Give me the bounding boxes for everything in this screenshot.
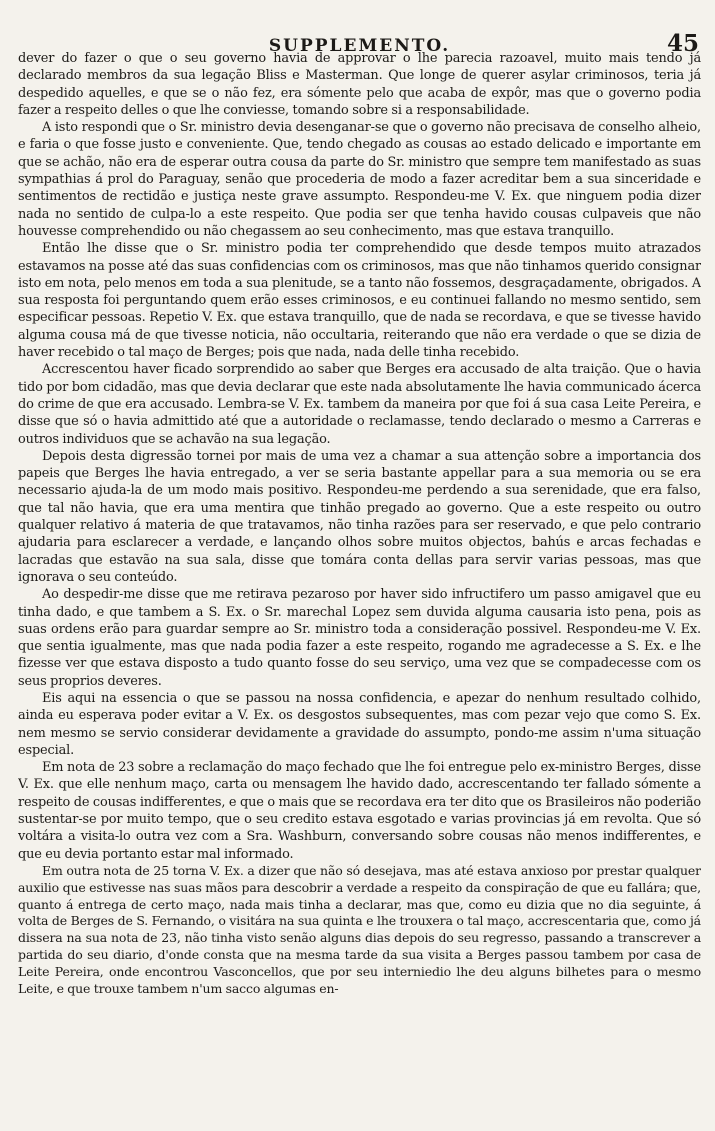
paragraph-5: Depois desta digressão tornei por mais de uma vez a chamar a sua attenção sobre a importancia dos papeis que Berges lhe havia entregado, a ver se seria bastante appellar para a sua memoria ou se era necessario ajuda-la de um modo mais positivo. Respondeu-me perdendo a sua serenidade, que era falso, que tal não havia, que era uma mentira que tinhão pregado ao governo. Que a este respeito ou outro qualquer relativo á materia de que tratavamos, não tinha razões para ser reservado, e que pelo contrario ajudaria para esclarecer a verdade, e lançando olhos sobre muitos objectos, bahús e arcas fechadas e lacradas que estavão na sua sala, disse que tomára conta dellas para servir varias pessoas, mas que ignorava o seu conteúdo. [18, 448, 701, 585]
paragraph-8: Em nota de 23 sobre a reclamação do maço fechado que lhe foi entregue pelo ex-ministro Berges, disse V. Ex. que elle nenhum maço, carta ou mensagem lhe havido dado, accrescentando ter fallado sómente a respeito de cousas indifferentes, e que o mais que se recordava era ter dito que os Brasileiros não poderião sustentar-se por muito tempo, que o seu credito estava esgotado e varias provincias já em revolta. Que só voltára a visita-lo outra vez com a Sra. Washburn, conversando sobre cousas não menos indifferentes, e que eu devia portanto estar mal informado. [18, 760, 701, 862]
paragraph-6: Ao despedir-me disse que me retirava pezaroso por haver sido infructifero um passo amigavel que eu tinha dado, e que tambem a S. Ex. o Sr. marechal Lopez sem duvida alguma causaria isto pena, pois as suas ordens erão para guardar sempre ao Sr. ministro toda a consideração possivel. Respondeu-me V. Ex. que sentia igualmente, mas que nada podia fazer a este respeito, rogando me agradecesse a S. Ex. e lhe fizesse ver que estava disposto a tudo quanto fosse do seu serviço, uma vez que se compadecesse com os seus proprios deveres. [18, 587, 701, 689]
paragraph-4: Accrescentou haver ficado sorprendido ao saber que Berges era accusado de alta traição. Que o havia tido por bom cidadão, mas que devia declarar que este nada absolutamente lhe havia communicado ácerca do crime de que era accusado. Lembra-se V. Ex. tambem da maneira por que foi á sua casa Leite Pereira, e disse que só o havia admittido até que a autoridade o reclamasse, tendo declarado o mesmo a Carreras e outros individuos que se achavão na sua legação. [18, 362, 701, 447]
paragraph-1: dever do fazer o que o seu governo havia de approvar o lhe parecia razoavel, muito mais tendo já declarado membros da sua legação Bliss e Masterman. Que longe de querer asylar criminosos, teria já despedido aquelles, e que se o não fez, era sómente pelo que acaba de expôr, mas que o governo podia fazer a respeito delles o que lhe conviesse, tomando sobre si a responsabilidade. [18, 51, 701, 118]
body-text [18, 50, 701, 997]
paragraph-3: Então lhe disse que o Sr. ministro podia ter comprehendido que desde tempos muito atrazados estavamos na posse até das suas confidencias com os criminosos, mas que não tinhamos querido consignar isto em nota, pelo menos em toda a sua plenitude, se a tanto não fossemos, desgraçadamente, obrigados. A sua resposta foi perguntando quem erão esses criminosos, e eu continuei fallando no mesmo sentido, sem especificar pessoas. Repetio V. Ex. que estava tranquillo, que de nada se recordava, e que se tivesse havido alguma cousa má de que tivesse noticia, não occultaria, reiterando que não era verdade o que se dizia de haver recebido o tal maço de Berges; pois que nada, nada delle tinha recebido. [18, 241, 701, 361]
book-page [18, 14, 701, 1122]
page-header [18, 14, 701, 57]
running-head: SUPPLEMENTO. [268, 36, 451, 56]
paragraph-2: A isto respondi que o Sr. ministro devia desenganar-se que o governo não precisava de conselho alheio, e faria o que fosse justo e conveniente. Que, tendo chegado as cousas ao estado delicado e importante em que se achão, não era de esperar outra cousa da parte do Sr. ministro que sempre tem manifestado as suas sympathias á prol do Paraguay, senão que procederia de modo a fazer acreditar bem a sua sinceridade e sentimentos de rectidão e justiça neste grave assumpto. Respondeu-me V. Ex. que ninguem podia dizer nada no sentido de culpa-lo a este respeito. Que podia ser que tenha havido cousas culpaveis que não houvesse comprehendido ou não chegassem ao seu conhecimento, mas que estava tranquillo. [18, 120, 701, 239]
paragraph-7: Eis aqui na essencia o que se passou na nossa confidencia, e apezar do nenhum resultado colhido, ainda eu esperava poder evitar a V. Ex. os desgostos subsequentes, mas com pezar vejo que como S. Ex. nem mesmo se servio considerar devidamente a gravidade do assumpto, pondo-me assim n'uma situação especial. [18, 690, 701, 758]
page-number: 45 [666, 30, 699, 57]
paragraph-9: Em outra nota de 25 torna V. Ex. a dizer que não só desejava, mas até estava anxioso por prestar qualquer auxilio que estivesse nas suas mãos para descobrir a verdade a respeito da conspiração de que eu fallára; que, quanto á entrega de certo maço, nada mais tinha a declarar, mas que, como eu dizia que no dia seguinte, á volta de Berges de S. Fernando, o visitára na sua quinta e lhe trouxera o tal maço, accrescentaria que, como já dissera na sua nota de 23, não tinha visto senão alguns dias depois do seu regresso, passando a transcrever a partida do seu diario, d'onde consta que na mesma tarde da sua visita a Berges passou tambem por casa de Leite Pereira, onde encontrou Vasconcellos, que por seu interniedio lhe deu alguns bilhetes para o mesmo Leite, e que trouxe tambem n'um sacco algumas en- [18, 862, 701, 996]
